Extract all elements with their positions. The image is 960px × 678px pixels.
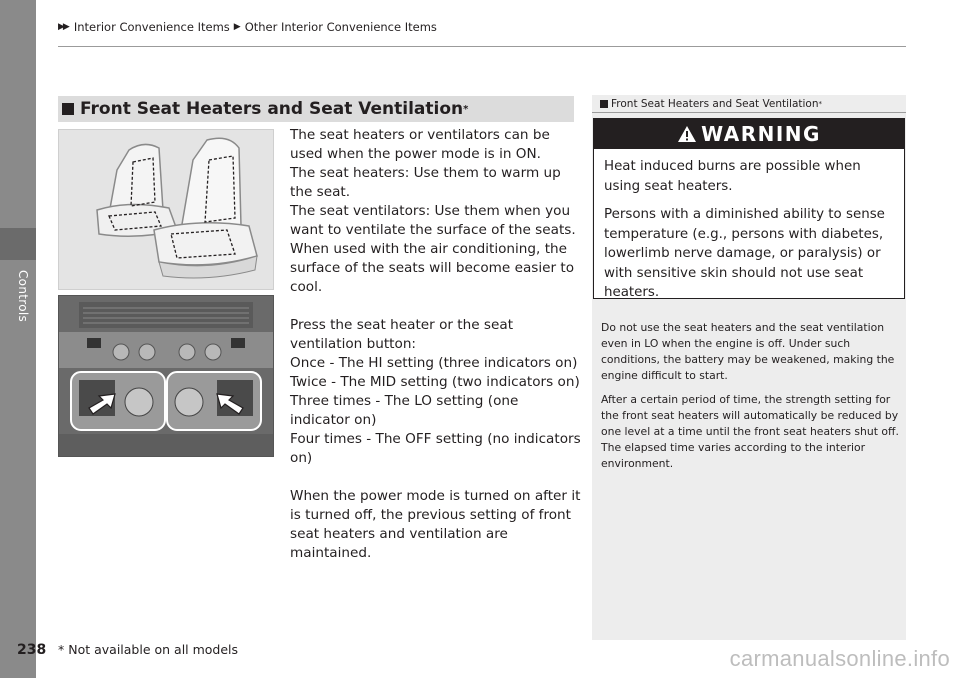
- header-divider: [58, 46, 906, 47]
- body-paragraph: When used with the air conditioning, the surface of the seats will become easier to cool.: [290, 241, 575, 295]
- side-tab: [0, 0, 36, 678]
- warning-text: Persons with a diminished ability to sense temperature (e.g., persons with diabetes, lowerlimb nerve damage, or paralysis) or with sensitive skin should not use seat heaters.: [604, 207, 885, 300]
- page-number: 238: [17, 642, 47, 658]
- watermark: carmanualsonline.info: [729, 646, 950, 671]
- reference-box-icon: [600, 100, 608, 108]
- section-marker: *: [463, 103, 469, 115]
- side-note-title: Front Seat Heaters and Seat Ventilation *: [600, 98, 822, 110]
- warning-text: Heat induced burns are possible when using seat heaters.: [604, 159, 861, 194]
- dashboard-buttons-illustration: [58, 295, 274, 457]
- section-heading: [58, 96, 574, 122]
- body-paragraph: The seat ventilators: Use them when you want to ventilate the surface of the seats.: [290, 203, 576, 238]
- breadcrumb-arrow-icon: ▶▶: [58, 22, 68, 32]
- breadcrumb-item-other-interior[interactable]: Other Interior Convenience Items: [244, 20, 437, 34]
- side-note-divider: [592, 112, 906, 113]
- note-paragraph: After a certain period of time, the strength setting for the front seat heaters will automatically be reduced by one level at a time until the front seat heaters shut off. The elapsed time varies according to the interior environment.: [601, 393, 899, 470]
- side-tab-label: Controls: [16, 270, 30, 323]
- breadcrumb-arrow-icon: ▶: [233, 22, 239, 32]
- section-title: Front Seat Heaters and Seat Ventilation: [80, 99, 464, 119]
- warning-label: WARNING: [701, 122, 821, 146]
- body-paragraph: The seat heaters: Use them to warm up the seat.: [290, 165, 561, 200]
- setting-line: Once - The HI setting (three indicators on): [290, 355, 578, 371]
- warning-header: [594, 119, 904, 149]
- setting-line: Three times - The LO setting (one indicator on): [290, 393, 519, 428]
- note-paragraph: Do not use the seat heaters and the seat ventilation even in LO when the engine is off. Under such conditions, the battery may be weakened, making the engine difficult to start.: [601, 321, 895, 382]
- breadcrumb-item-interior-convenience[interactable]: Interior Convenience Items: [73, 20, 230, 34]
- side-note-text: [601, 320, 901, 480]
- body-paragraph: The seat heaters or ventilators can be used when the power mode is in ON.: [290, 127, 550, 162]
- seats-illustration: [58, 129, 274, 290]
- warning-triangle-icon: [677, 125, 697, 143]
- main-body-text: [290, 126, 582, 563]
- side-note-column: [592, 95, 906, 640]
- body-paragraph: When the power mode is turned on after it is turned off, the previous setting of front seat heaters and ventilation are maintained.: [290, 488, 581, 561]
- section-square-icon: [62, 103, 74, 115]
- footnote: * Not available on all models: [58, 642, 239, 657]
- side-tab-active-marker: [0, 228, 36, 260]
- setting-line: Twice - The MID setting (two indicators on): [290, 374, 580, 390]
- breadcrumb: [58, 20, 437, 34]
- body-paragraph: Press the seat heater or the seat ventilation button:: [290, 317, 514, 352]
- setting-line: Four times - The OFF setting (no indicators on): [290, 431, 581, 466]
- warning-box: [593, 118, 905, 299]
